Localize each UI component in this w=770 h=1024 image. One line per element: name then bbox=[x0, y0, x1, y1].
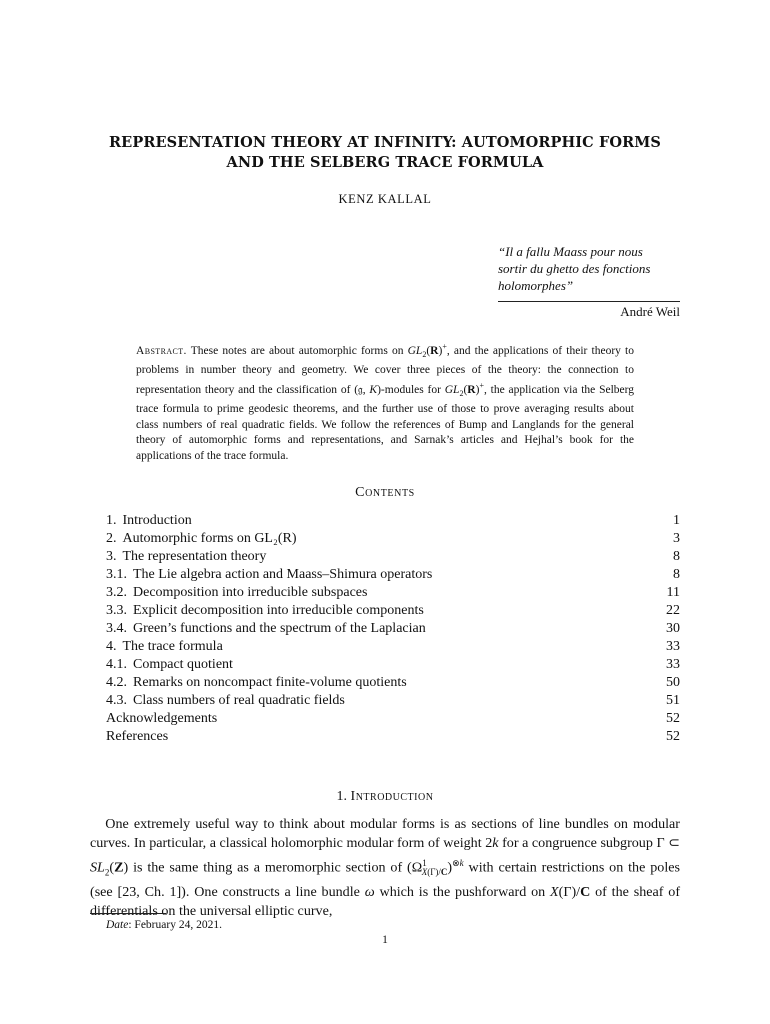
section-title: Introduction bbox=[350, 789, 434, 804]
contents-heading: Contents bbox=[355, 485, 415, 500]
epigraph-line-2: sortir du ghetto des fonctions bbox=[498, 261, 651, 276]
toc-page: 33 bbox=[666, 639, 680, 654]
footnote-text: : February 24, 2021. bbox=[128, 919, 222, 931]
footnote-label: Date bbox=[106, 919, 129, 931]
toc-number: 4.2. bbox=[106, 675, 127, 690]
footnote-rule bbox=[90, 913, 166, 914]
toc-entry[interactable] bbox=[106, 620, 680, 638]
toc-number: 3.4. bbox=[106, 621, 127, 636]
toc-page: 30 bbox=[666, 621, 680, 636]
toc-title: Explicit decomposition into irreducible components bbox=[133, 603, 424, 618]
abstract-label: Abstract. bbox=[136, 344, 187, 357]
epigraph-line-1: “Il a fallu Maass pour nous bbox=[498, 244, 643, 259]
toc-entry[interactable] bbox=[106, 710, 680, 728]
body-text-3: is the same thing as a meromorphic section of (Ω bbox=[128, 859, 423, 876]
paper-title bbox=[0, 133, 770, 173]
toc-page: 8 bbox=[673, 567, 680, 582]
toc-number: 3.3. bbox=[106, 603, 127, 618]
toc-page: 51 bbox=[666, 693, 680, 708]
epigraph-rule bbox=[498, 301, 680, 302]
toc-page: 3 bbox=[673, 531, 680, 546]
abstract-text-4: , the application via the Selberg trace formula to prime geodesic theorems, and the further use of those to prove averaging results about class numbers of real quadratic fields. We follow the references of Bump and Langlands for the general theory of automorphic forms and representations, and Sarnak’s articles and Hejhal’s book for the applications of the trace formula. bbox=[136, 384, 634, 462]
toc-entry[interactable] bbox=[106, 584, 680, 602]
title-line-1: REPRESENTATION THEORY AT INFINITY: AUTOMORPHIC FORMS bbox=[109, 134, 661, 151]
body-paragraph: One extremely useful way to think about modular forms is as sections of line bundles on modular curves. In particular, a classical holomorphic modular form of weight 2k for a congruence subgroup Γ ⊂ $SL_2(Z)$ is the same thing as a meromorphic section of $(\Omega^1_{X(\Gamma)/C})^{\otimes k}$ with certain restrictions on the poles (see [23, Ch. 1]). One constructs a line bundle ω which is the pushforward on X(Γ)/C of the sheaf of differentials on the universal elliptic curve, bbox=[90, 816, 681, 920]
table-of-contents bbox=[106, 512, 680, 746]
toc-title: Introduction bbox=[122, 513, 192, 528]
toc-title: The trace formula bbox=[122, 639, 223, 654]
toc-entry[interactable] bbox=[106, 566, 680, 584]
toc-page: 50 bbox=[666, 675, 680, 690]
toc-number: 3.2. bbox=[106, 585, 127, 600]
toc-number: 4. bbox=[106, 639, 117, 654]
toc-title: Compact quotient bbox=[133, 657, 233, 672]
toc-number: 2. bbox=[106, 531, 117, 546]
title-line-2: AND THE SELBERG TRACE FORMULA bbox=[226, 154, 544, 171]
section-number: 1. bbox=[336, 789, 348, 804]
toc-page: 52 bbox=[666, 711, 680, 726]
abstract: Abstract. These notes are about automorphic forms on $GL_2(R)^+$, and the applications of their theory to problems in number theory and geometry. We cover three pieces of the theory: the connection to representation theory and the classification of (𝔤, K)-modules for $GL_2(R)^+$, the application via the Selberg trace formula to prime geodesic theorems, and the further use of those to prove averaging results about class numbers of real quadratic fields. We follow the references of Bump and Langlands for the general theory of automorphic forms and representations, and Sarnak’s articles and Hejhal’s book for the applications of the trace formula. bbox=[136, 342, 635, 462]
toc-page: 33 bbox=[666, 657, 680, 672]
toc-title: Decomposition into irreducible subspaces bbox=[133, 585, 368, 600]
body-text-4: with certain restrictions on the poles (see [23, Ch. 1]). One constructs a line bundle bbox=[90, 859, 680, 900]
toc-number: 4.1. bbox=[106, 657, 127, 672]
toc-title: The Lie algebra action and Maass–Shimura operators bbox=[133, 567, 433, 582]
toc-title: Acknowledgements bbox=[106, 711, 218, 726]
body-text-6: of the sheaf of differentials on the universal elliptic curve, bbox=[90, 883, 681, 920]
toc-number: 3. bbox=[106, 549, 117, 564]
toc-entry[interactable] bbox=[106, 548, 680, 566]
toc-page: 8 bbox=[673, 549, 680, 564]
toc-entry[interactable] bbox=[106, 530, 680, 548]
toc-title: Green’s functions and the spectrum of the Laplacian bbox=[133, 621, 426, 636]
epigraph-attribution: André Weil bbox=[620, 304, 680, 319]
footnote bbox=[106, 919, 222, 931]
toc-number: 4.3. bbox=[106, 693, 127, 708]
toc-entry[interactable] bbox=[106, 692, 680, 710]
toc-title: Automorphic forms on GL₂(R) bbox=[122, 531, 297, 546]
toc-entry[interactable] bbox=[106, 656, 680, 674]
toc-number: 3.1. bbox=[106, 567, 127, 582]
toc-number: 1. bbox=[106, 513, 117, 528]
page-number: 1 bbox=[382, 934, 388, 946]
section-heading bbox=[0, 789, 770, 805]
body-text-5: which is the pushforward on bbox=[374, 883, 551, 900]
body-text-1: One extremely useful way to think about modular forms is as sections of line bundles on modular curves. In particular, a classical holomorphic modular form of weight 2 bbox=[90, 816, 681, 852]
toc-entry[interactable] bbox=[106, 602, 680, 620]
abstract-text-3: )-modules for bbox=[377, 384, 445, 397]
toc-title: References bbox=[106, 729, 169, 744]
toc-page: 1 bbox=[673, 513, 680, 528]
toc-page: 52 bbox=[666, 729, 680, 744]
author-name: KENZ KALLAL bbox=[338, 192, 432, 206]
epigraph-line-3: holomorphes” bbox=[498, 278, 574, 293]
abstract-text-1: These notes are about automorphic forms on bbox=[190, 344, 408, 357]
toc-title: Remarks on noncompact finite-volume quotients bbox=[133, 675, 407, 690]
epigraph bbox=[498, 243, 680, 294]
toc-entry[interactable] bbox=[106, 674, 680, 692]
toc-page: 11 bbox=[666, 585, 680, 600]
abstract-text-2: , and the applications of their theory to problems in number theory and geometry. We cover three pieces of the theory: the connection to representation theory and the classification of ( bbox=[136, 344, 635, 397]
toc-page: 22 bbox=[666, 603, 680, 618]
toc-entry[interactable] bbox=[106, 728, 680, 746]
toc-entry[interactable] bbox=[106, 512, 680, 530]
toc-title: The representation theory bbox=[122, 549, 267, 564]
toc-title: Class numbers of real quadratic fields bbox=[133, 693, 345, 708]
toc-entry[interactable] bbox=[106, 638, 680, 656]
body-text-2: for a congruence subgroup Γ ⊂ bbox=[498, 835, 680, 852]
